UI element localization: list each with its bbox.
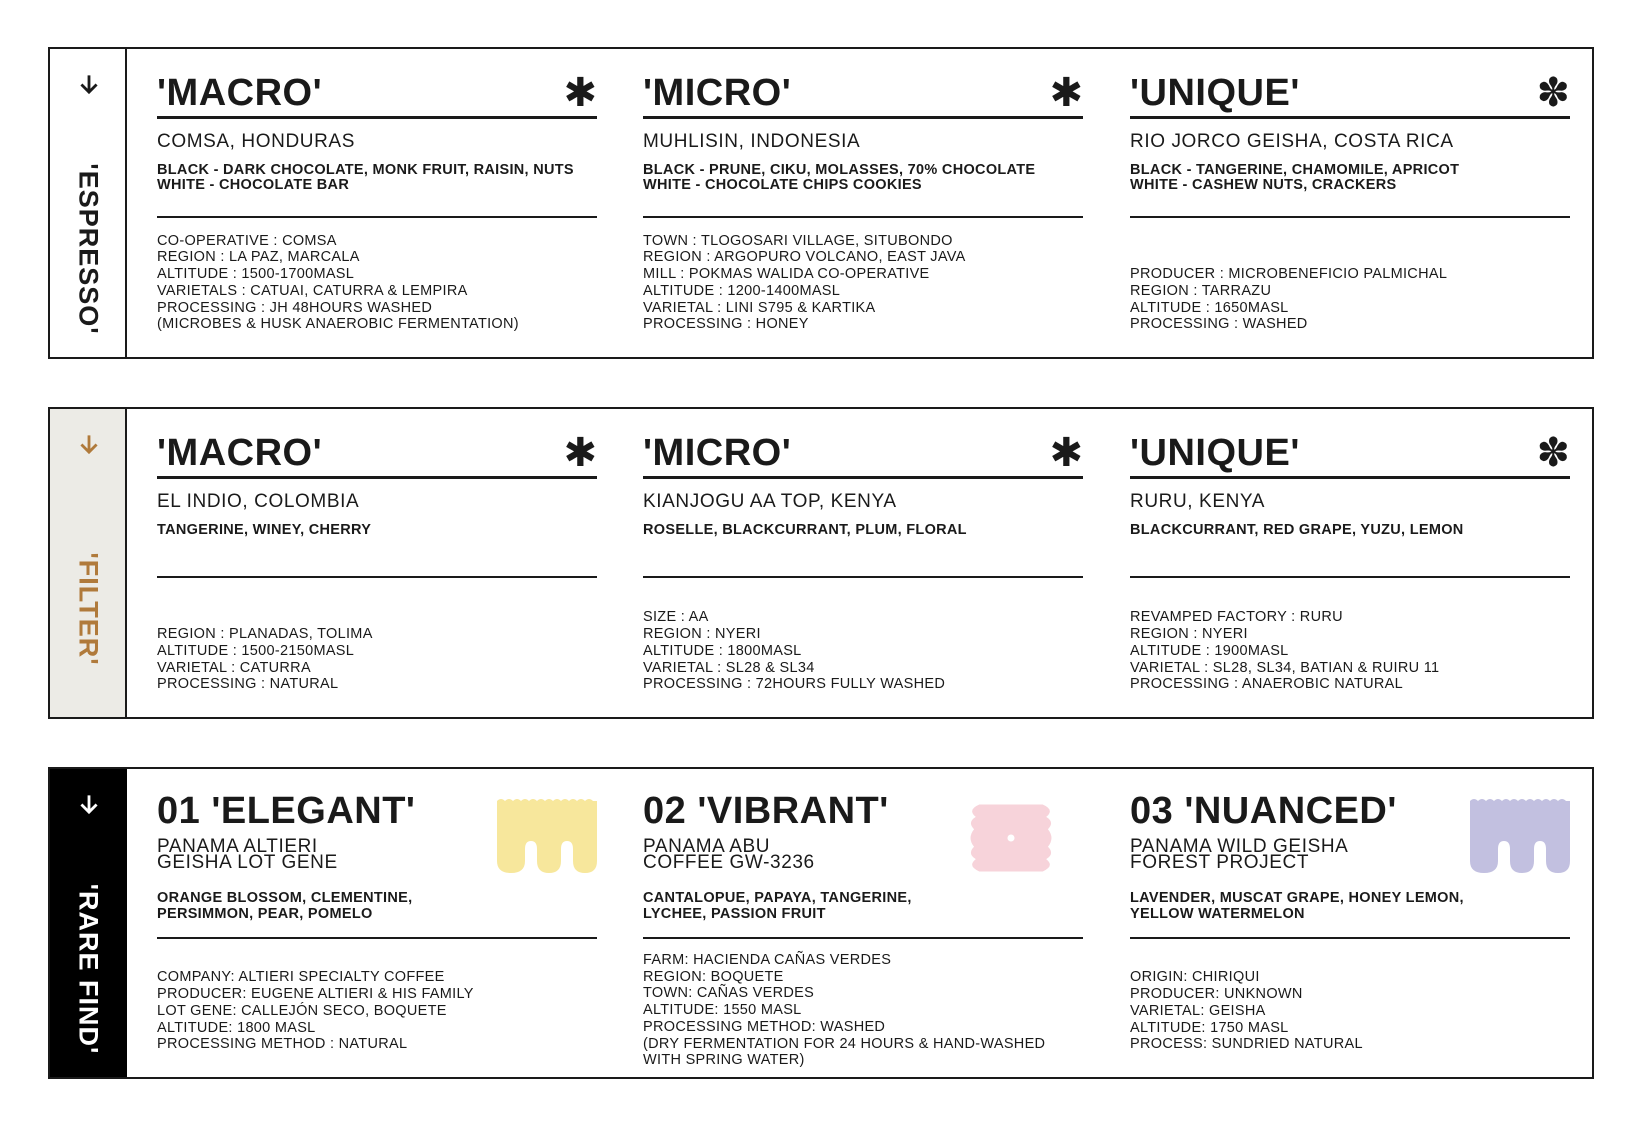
tasting-notes: [643, 523, 967, 538]
detail-line: ALTITUDE : 1900MASL: [1130, 642, 1289, 659]
origin-line: PANAMA ALTIERI: [157, 836, 318, 857]
card-origin: [1130, 836, 1349, 873]
card-details: [1130, 609, 1439, 693]
tasting-notes: [157, 163, 574, 193]
coffee-card-filter-unique: [1130, 409, 1570, 717]
tasting-note-line: WHITE - CASHEW NUTS, CRACKERS: [1130, 177, 1397, 193]
detail-line: FARM: HACIENDA CAÑAS VERDES: [643, 952, 892, 969]
detail-line: CO-OPERATIVE : COMSA: [157, 232, 337, 249]
origin-line: PANAMA WILD GEISHA: [1130, 836, 1349, 857]
detail-line: VARIETAL: GEISHA: [1130, 1002, 1266, 1019]
detail-line: ALTITUDE : 1500-2150MASL: [157, 642, 355, 659]
detail-line: PROCESSING : JH 48HOURS WASHED: [157, 299, 433, 316]
card-origin: MUHLISIN, INDONESIA: [643, 131, 861, 152]
flower-asterisk-icon: ✽: [1536, 71, 1570, 115]
card-title: 03 'NUANCED': [1130, 790, 1397, 832]
detail-line: VARIETALS : CATUAI, CATURRA & LEMPIRA: [157, 282, 468, 299]
card-title: 02 'VIBRANT': [643, 790, 889, 832]
divider: [643, 476, 1083, 479]
section-label-filter: 'FILTER': [73, 552, 104, 666]
tasting-notes: [1130, 891, 1464, 922]
card-title: 'MACRO': [157, 432, 323, 474]
tasting-notes: [157, 523, 371, 538]
tasting-note-line: BLACKCURRANT, RED GRAPE, YUZU, LEMON: [1130, 522, 1464, 538]
tasting-note-line: TANGERINE, WINEY, CHERRY: [157, 522, 372, 538]
tasting-note-line: LAVENDER, MUSCAT GRAPE, HONEY LEMON,: [1130, 890, 1464, 906]
tasting-note-line: BLACK - DARK CHOCOLATE, MONK FRUIT, RAISIN, NUTS: [157, 162, 574, 178]
coffee-card-rare-nuanced: [1130, 769, 1570, 1077]
card-origin: [157, 836, 338, 873]
detail-line: REGION: BOQUETE: [643, 968, 784, 985]
card-details: [643, 952, 1045, 1069]
rare-find-panel: [48, 767, 1594, 1079]
card-details: [643, 609, 945, 693]
arrow-down-icon: [50, 791, 127, 822]
detail-line: (DRY FERMENTATION FOR 24 HOURS & HAND-WASHED: [643, 1035, 1046, 1052]
card-details: [1130, 969, 1363, 1053]
divider: [1130, 116, 1570, 119]
coffee-card-espresso-unique: [1130, 49, 1570, 357]
detail-line: REVAMPED FACTORY : RURU: [1130, 609, 1343, 626]
tasting-note-line: PERSIMMON, PEAR, POMELO: [157, 905, 373, 922]
tasting-note-line: WHITE - CHOCOLATE BAR: [157, 177, 350, 193]
wavy-block-icon: [497, 797, 597, 873]
tasting-note-line: LYCHEE, PASSION FRUIT: [643, 905, 826, 922]
card-title: 'MACRO': [157, 72, 323, 114]
asterisk-icon: ✱: [563, 71, 597, 115]
coffee-card-filter-micro: [643, 409, 1083, 717]
tasting-notes: [643, 891, 912, 922]
detail-line: ALTITUDE : 1800MASL: [643, 642, 802, 659]
card-details: [1130, 266, 1447, 333]
detail-line: VARIETAL : SL28, SL34, BATIAN & RUIRU 11: [1130, 659, 1440, 676]
detail-line: ORIGIN: CHIRIQUI: [1130, 969, 1260, 986]
origin-line: FOREST PROJECT: [1130, 852, 1310, 873]
wavy-block-icon: [1470, 797, 1570, 873]
detail-line: LOT GENE: CALLEJÓN SECO, BOQUETE: [157, 1002, 447, 1019]
divider: [157, 216, 597, 218]
detail-line: SIZE : AA: [643, 609, 709, 626]
asterisk-icon: ✱: [1049, 71, 1083, 115]
origin-line: COFFEE GW-3236: [643, 852, 815, 873]
detail-line: PRODUCER: EUGENE ALTIERI & HIS FAMILY: [157, 986, 474, 1003]
detail-line: PROCESSING METHOD : NATURAL: [157, 1036, 408, 1053]
card-origin: RIO JORCO GEISHA, COSTA RICA: [1130, 131, 1454, 152]
tasting-note-line: BLACK - PRUNE, CIKU, MOLASSES, 70% CHOCOLATE: [643, 162, 1036, 178]
flower-block-icon: [967, 795, 1055, 881]
tasting-notes: [1130, 163, 1459, 193]
detail-line: PROCESSING : WASHED: [1130, 316, 1308, 333]
detail-line: VARIETAL : CATURRA: [157, 659, 311, 676]
asterisk-icon: ✱: [1049, 431, 1083, 475]
detail-line: ALTITUDE : 1200-1400MASL: [643, 282, 841, 299]
detail-line: REGION : TARRAZU: [1130, 282, 1272, 299]
card-details: [157, 969, 474, 1053]
detail-line: (MICROBES & HUSK ANAEROBIC FERMENTATION): [157, 316, 519, 333]
detail-line: ALTITUDE : 1650MASL: [1130, 299, 1289, 316]
coffee-card-filter-macro: [157, 409, 597, 717]
tasting-note-line: YELLOW WATERMELON: [1130, 905, 1305, 922]
section-label-rare-find: 'RARE FIND': [73, 883, 104, 1055]
espresso-panel: [48, 47, 1594, 359]
tasting-note-line: BLACK - TANGERINE, CHAMOMILE, APRICOT: [1130, 162, 1460, 178]
arrow-down-icon: [50, 71, 127, 102]
detail-line: PROCESSING : 72HOURS FULLY WASHED: [643, 676, 946, 693]
flower-asterisk-icon: ✽: [1536, 431, 1570, 475]
divider: [643, 937, 1083, 939]
coffee-card-espresso-macro: [157, 49, 597, 357]
card-title: 'MICRO': [643, 72, 792, 114]
detail-line: ALTITUDE: 1750 MASL: [1130, 1019, 1289, 1036]
divider: [1130, 937, 1570, 939]
card-details: [157, 233, 519, 333]
card-origin: EL INDIO, COLOMBIA: [157, 491, 360, 512]
detail-line: VARIETAL : LINI S795 & KARTIKA: [643, 299, 876, 316]
detail-line: PROCESSING : NATURAL: [157, 676, 339, 693]
tasting-notes: [1130, 523, 1464, 538]
card-details: [643, 233, 966, 333]
card-origin: COMSA, HONDURAS: [157, 131, 355, 152]
espresso-sidebar: [50, 49, 127, 357]
detail-line: REGION : ARGOPURO VOLCANO, EAST JAVA: [643, 249, 966, 266]
detail-line: PROCESSING : ANAEROBIC NATURAL: [1130, 676, 1404, 693]
detail-line: COMPANY: ALTIERI SPECIALTY COFFEE: [157, 969, 445, 986]
card-title: 01 'ELEGANT': [157, 790, 416, 832]
detail-line: MILL : POKMAS WALIDA CO-OPERATIVE: [643, 266, 930, 283]
detail-line: PRODUCER: UNKNOWN: [1130, 986, 1303, 1003]
card-title: 'UNIQUE': [1130, 72, 1300, 114]
tasting-note-line: CANTALOPUE, PAPAYA, TANGERINE,: [643, 890, 912, 906]
divider: [157, 116, 597, 119]
detail-line: TOWN : TLOGOSARI VILLAGE, SITUBONDO: [643, 232, 953, 249]
detail-line: PRODUCER : MICROBENEFICIO PALMICHAL: [1130, 266, 1448, 283]
detail-line: REGION : LA PAZ, MARCALA: [157, 249, 360, 266]
filter-panel: [48, 407, 1594, 719]
card-title: 'MICRO': [643, 432, 792, 474]
detail-line: PROCESS: SUNDRIED NATURAL: [1130, 1036, 1363, 1053]
divider: [157, 476, 597, 479]
card-title: 'UNIQUE': [1130, 432, 1300, 474]
coffee-card-rare-elegant: [157, 769, 597, 1077]
card-origin: [643, 836, 815, 873]
tasting-note-line: ROSELLE, BLACKCURRANT, PLUM, FLORAL: [643, 522, 967, 538]
card-origin: RURU, KENYA: [1130, 491, 1266, 512]
origin-line: GEISHA LOT GENE: [157, 852, 338, 873]
tasting-notes: [157, 891, 412, 922]
coffee-card-espresso-micro: [643, 49, 1083, 357]
detail-line: PROCESSING METHOD: WASHED: [643, 1018, 886, 1035]
detail-line: TOWN: CAÑAS VERDES: [643, 985, 815, 1002]
divider: [643, 216, 1083, 218]
detail-line: WITH SPRING WATER): [643, 1052, 805, 1069]
detail-line: REGION : PLANADAS, TOLIMA: [157, 626, 373, 643]
card-origin: KIANJOGU AA TOP, KENYA: [643, 491, 897, 512]
divider: [643, 116, 1083, 119]
coffee-card-rare-vibrant: [643, 769, 1083, 1077]
detail-line: REGION : NYERI: [1130, 626, 1248, 643]
tasting-note-line: ORANGE BLOSSOM, CLEMENTINE,: [157, 890, 413, 906]
origin-line: PANAMA ABU: [643, 836, 771, 857]
divider: [157, 576, 597, 578]
tasting-notes: [643, 163, 1035, 193]
asterisk-icon: ✱: [563, 431, 597, 475]
tasting-note-line: WHITE - CHOCOLATE CHIPS COOKIES: [643, 177, 922, 193]
divider: [1130, 576, 1570, 578]
divider: [1130, 476, 1570, 479]
detail-line: ALTITUDE : 1500-1700MASL: [157, 266, 355, 283]
detail-line: PROCESSING : HONEY: [643, 316, 809, 333]
divider: [157, 937, 597, 939]
section-label-espresso: 'ESPRESSO': [73, 163, 104, 335]
rare-find-sidebar: [50, 769, 127, 1077]
divider: [643, 576, 1083, 578]
detail-line: REGION : NYERI: [643, 626, 761, 643]
card-details: [157, 626, 373, 693]
detail-line: ALTITUDE: 1800 MASL: [157, 1019, 316, 1036]
filter-sidebar: [50, 409, 127, 717]
arrow-down-icon: [50, 431, 127, 462]
divider: [1130, 216, 1570, 218]
detail-line: ALTITUDE: 1550 MASL: [643, 1002, 802, 1019]
detail-line: VARIETAL : SL28 & SL34: [643, 659, 815, 676]
